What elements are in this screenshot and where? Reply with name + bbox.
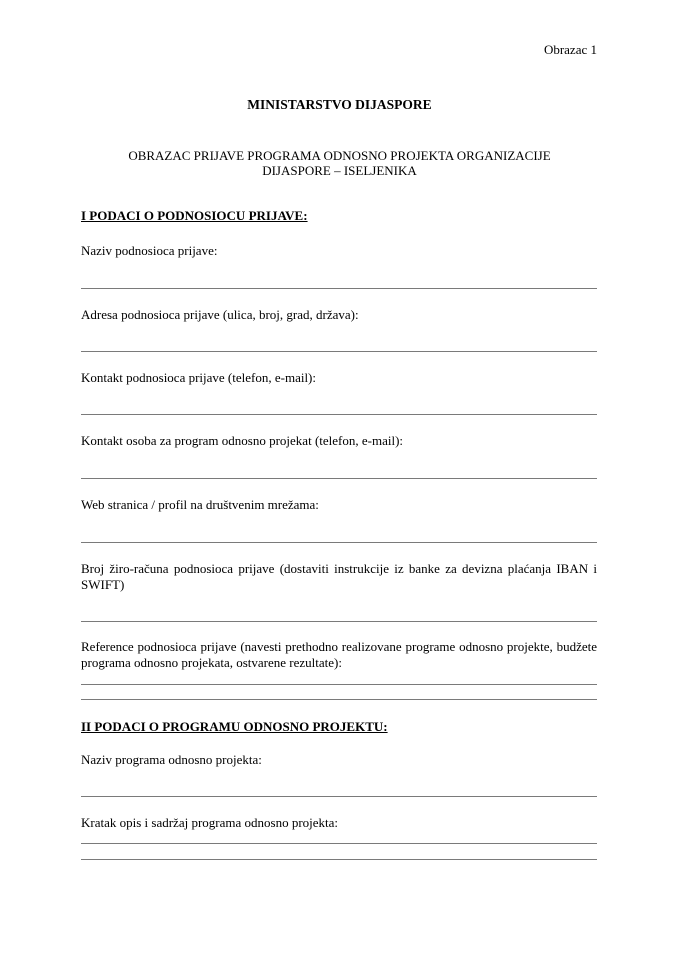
field-label-program-name: Naziv programa odnosno projekta: bbox=[81, 752, 262, 767]
field-applicant-address[interactable] bbox=[81, 351, 597, 352]
field-bank-account[interactable] bbox=[81, 621, 597, 622]
field-references-line-2[interactable] bbox=[81, 699, 597, 700]
section-2-heading: II PODACI O PROGRAMU ODNOSNO PROJEKTU: bbox=[81, 719, 388, 734]
field-label-applicant-contact: Kontakt podnosioca prijave (telefon, e-mail): bbox=[81, 370, 317, 385]
ministry-name: MINISTARSTVO DIJASPORE bbox=[247, 97, 432, 112]
field-program-name[interactable] bbox=[81, 796, 597, 797]
field-applicant-name[interactable] bbox=[81, 288, 597, 289]
section-1-heading: I PODACI O PODNOSIOCU PRIJAVE: bbox=[81, 208, 308, 223]
field-label-contact-person: Kontakt osoba za program odnosno projekat (telefon, e-mail): bbox=[81, 433, 404, 448]
field-program-description-line-1[interactable] bbox=[81, 843, 597, 844]
form-title bbox=[0, 148, 679, 178]
form-title-line-2: DIJASPORE – ISELJENIKA bbox=[262, 163, 417, 178]
field-applicant-contact[interactable] bbox=[81, 414, 597, 415]
field-references-line-1[interactable] bbox=[81, 684, 597, 685]
form-title-line-1: OBRAZAC PRIJAVE PROGRAMA ODNOSNO PROJEKTA ORGANIZACIJE bbox=[128, 148, 551, 163]
field-label-applicant-name: Naziv podnosioca prijave: bbox=[81, 243, 218, 258]
field-website[interactable] bbox=[81, 542, 597, 543]
form-number: Obrazac 1 bbox=[543, 42, 597, 57]
field-label-applicant-address: Adresa podnosioca prijave (ulica, broj, grad, država): bbox=[81, 307, 359, 322]
field-label-bank-account: Broj žiro-računa podnosioca prijave (dostaviti instrukcije iz banke za devizna plaćanja IBAN i SWIFT) bbox=[81, 561, 597, 592]
field-contact-person[interactable] bbox=[81, 478, 597, 479]
field-label-references: Reference podnosioca prijave (navesti prethodno realizovane programe odnosno projekte, budžete programa odnosno projekata, ostvarene rezultate): bbox=[81, 639, 597, 670]
field-program-description-line-2[interactable] bbox=[81, 859, 597, 860]
field-label-program-description: Kratak opis i sadržaj programa odnosno projekta: bbox=[81, 815, 339, 830]
field-label-website: Web stranica / profil na društvenim mrežama: bbox=[81, 497, 319, 512]
